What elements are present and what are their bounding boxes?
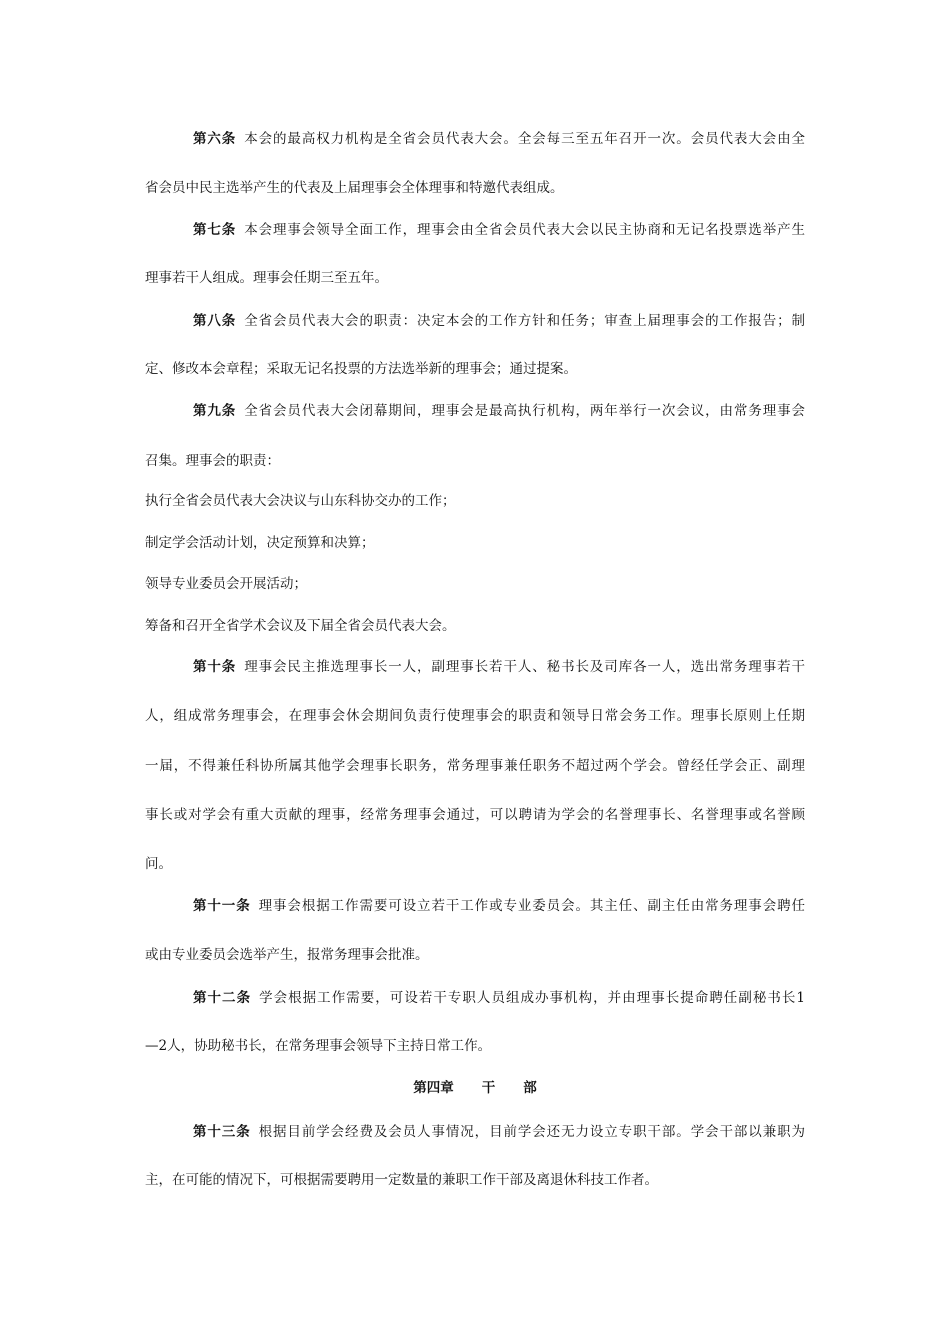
- article-13-line-1: 第十三条 根据目前学会经费及会员人事情况，目前学会还无力设立专职干部。学会干部以兼职为: [193, 1124, 805, 1140]
- article-9-duty-4: 筹备和召开全省学术会议及下届全省会员代表大会。: [145, 618, 456, 634]
- article-9-line-2: 召集。理事会的职责：: [145, 453, 280, 469]
- article-7-line-1: 第七条 本会理事会领导全面工作，理事会由全省会员代表大会以民主协商和无记名投票选举产生: [193, 222, 805, 238]
- article-12-line-2: —2人，协助秘书长，在常务理事会领导下主持日常工作。: [145, 1038, 492, 1054]
- article-9-label: 第九条: [193, 403, 237, 419]
- article-8-label: 第八条: [193, 313, 237, 329]
- article-8-line-1: 第八条 全省会员代表大会的职责：决定本会的工作方针和任务；审查上届理事会的工作报告；制: [193, 313, 805, 329]
- article-11-label: 第十一条: [193, 898, 251, 914]
- article-7-label: 第七条: [193, 222, 237, 238]
- chapter-number: 第四章: [413, 1080, 454, 1096]
- chapter-title-char-1: 干: [481, 1080, 496, 1096]
- article-9-duty-3: 领导专业委员会开展活动；: [145, 576, 307, 592]
- article-11-line-2: 或由专业委员会选举产生，报常务理事会批准。: [145, 947, 429, 963]
- article-9-duty-2: 制定学会活动计划，决定预算和决算；: [145, 535, 375, 551]
- article-6-label: 第六条: [193, 131, 237, 147]
- chapter-title-char-2: 部: [523, 1080, 537, 1096]
- chapter-4-heading: [0, 1078, 950, 1098]
- article-11-line-1: 第十一条 理事会根据工作需要可设立若干工作或专业委员会。其主任、副主任由常务理事会聘任: [193, 898, 805, 914]
- article-12-label: 第十二条: [193, 990, 252, 1006]
- article-10-line-2: 人，组成常务理事会，在理事会休会期间负责行使理事会的职责和领导日常会务工作。理事长原则上任期: [145, 708, 805, 724]
- article-13-label: 第十三条: [193, 1124, 251, 1140]
- article-10-line-4: 事长或对学会有重大贡献的理事，经常务理事会通过，可以聘请为学会的名誉理事长、名誉理事或名誉顾: [145, 807, 805, 823]
- article-10-line-5: 问。: [145, 856, 172, 872]
- article-10-line-1: 第十条 理事会民主推选理事长一人，副理事长若干人、秘书长及司库各一人，选出常务理事若干: [193, 659, 805, 675]
- article-9-line-1: 第九条 全省会员代表大会闭幕期间，理事会是最高执行机构，两年举行一次会议，由常务理事会: [193, 403, 805, 419]
- article-10-line-3: 一届，不得兼任科协所属其他学会理事长职务，常务理事兼任职务不超过两个学会。曾经任学会正、副理: [145, 758, 805, 774]
- article-7-line-2: 理事若干人组成。理事会任期三至五年。: [145, 270, 388, 286]
- article-6-line-1: 第六条 本会的最高权力机构是全省会员代表大会。全会每三至五年召开一次。会员代表大会由全: [193, 131, 805, 147]
- article-6-line-2: 省会员中民主选举产生的代表及上届理事会全体理事和特邀代表组成。: [145, 180, 564, 196]
- article-12-line-1: 第十二条 学会根据工作需要，可设若干专职人员组成办事机构，并由理事长提命聘任副秘书长1: [193, 990, 805, 1006]
- article-8-line-2: 定、修改本会章程；采取无记名投票的方法选举新的理事会；通过提案。: [145, 361, 577, 377]
- article-10-label: 第十条: [193, 659, 237, 675]
- article-13-line-2: 主，在可能的情况下，可根据需要聘用一定数量的兼职工作干部及离退休科技工作者。: [145, 1172, 658, 1188]
- article-9-duty-1: 执行全省会员代表大会决议与山东科协交办的工作；: [145, 493, 456, 509]
